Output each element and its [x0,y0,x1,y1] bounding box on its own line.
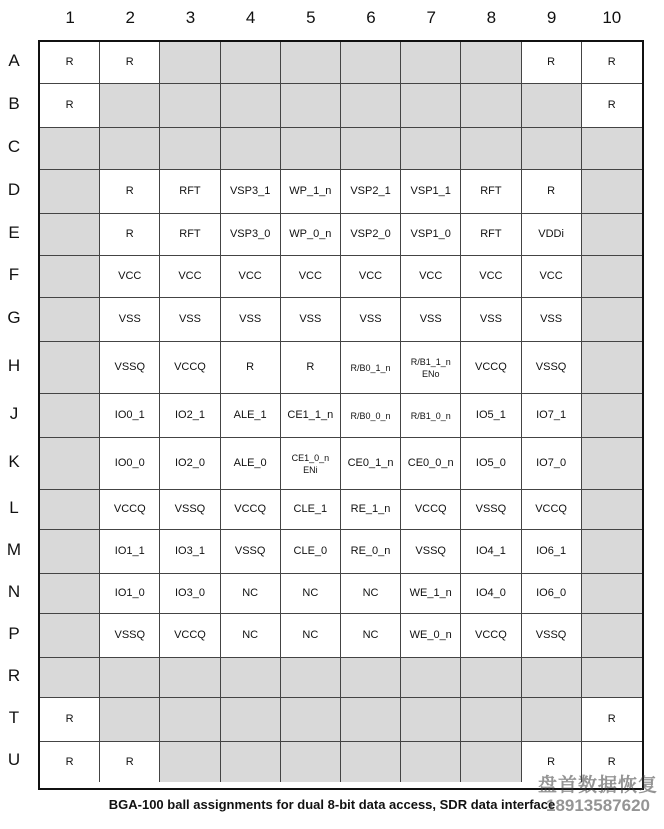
empty-ball-cell [341,84,401,128]
empty-ball-cell [221,742,281,782]
empty-ball-cell [582,394,642,438]
ball-cell: ALE_1 [221,394,281,438]
empty-ball-cell [40,614,100,658]
row-header: E [8,223,20,242]
ball-cell: R/B0_0_n [341,394,401,438]
empty-ball-cell [221,128,281,170]
watermark [538,776,658,816]
row-header: J [9,404,19,423]
empty-ball-cell [281,84,341,128]
watermark-text: 盘首数据恢复 [537,775,658,796]
ball-cell: IO4_0 [461,574,521,614]
ball-cell: R [40,698,100,742]
empty-ball-cell [341,42,401,84]
empty-ball-cell [160,698,220,742]
empty-ball-cell [160,42,220,84]
empty-ball-cell [522,658,582,698]
row-header: D [7,180,21,199]
row-header: A [8,51,20,70]
empty-ball-cell [40,214,100,256]
empty-ball-cell [40,170,100,214]
row-header: N [7,582,21,601]
ball-cell: NC [341,574,401,614]
ball-cell: VCCQ [522,490,582,530]
empty-ball-cell [281,742,341,782]
ball-cell: RFT [461,214,521,256]
ball-cell: WP_0_n [281,214,341,256]
ball-cell: VDDi [522,214,582,256]
row-header: L [9,498,19,517]
empty-ball-cell [401,42,461,84]
grid-row [40,658,642,698]
empty-ball-cell [341,742,401,782]
empty-ball-cell [100,658,160,698]
grid-row [40,438,642,490]
ball-cell: R [40,42,100,84]
empty-ball-cell [401,742,461,782]
ball-cell: CLE_0 [281,530,341,574]
empty-ball-cell [40,438,100,490]
ball-cell: IO6_0 [522,574,582,614]
grid-row [40,530,642,574]
empty-ball-cell [341,698,401,742]
grid-row [40,128,642,170]
row-header: M [6,540,22,559]
ball-cell: VCC [160,256,220,298]
ball-cell: CE1_0_n ENi [281,438,341,490]
ball-cell: IO2_1 [160,394,220,438]
ball-cell: VSSQ [100,614,160,658]
ball-cell: VCC [401,256,461,298]
row-header: P [8,624,20,643]
ball-cell: RFT [160,214,220,256]
empty-ball-cell [582,658,642,698]
ball-cell: IO4_1 [461,530,521,574]
empty-ball-cell [40,658,100,698]
empty-ball-cell [461,698,521,742]
ball-cell: VSS [461,298,521,342]
ball-cell: R [522,170,582,214]
ball-cell: IO1_0 [100,574,160,614]
column-header: 7 [426,8,436,27]
empty-ball-cell [582,614,642,658]
ball-cell: R [100,170,160,214]
empty-ball-cell [160,128,220,170]
empty-ball-cell [582,438,642,490]
ball-cell: IO7_0 [522,438,582,490]
ball-cell: VSSQ [160,490,220,530]
ball-cell: NC [341,614,401,658]
ball-cell: WE_0_n [401,614,461,658]
row-header: U [7,750,21,769]
ball-cell: R [100,214,160,256]
empty-ball-cell [40,298,100,342]
ball-cell: RFT [461,170,521,214]
row-header: T [8,708,20,727]
empty-ball-cell [221,42,281,84]
empty-ball-cell [582,128,642,170]
empty-ball-cell [160,84,220,128]
ball-cell: IO2_0 [160,438,220,490]
ball-cell: IO6_1 [522,530,582,574]
empty-ball-cell [221,84,281,128]
empty-ball-cell [582,256,642,298]
grid-row [40,698,642,742]
row-header: F [8,265,20,284]
ball-cell: IO0_1 [100,394,160,438]
empty-ball-cell [100,128,160,170]
empty-ball-cell [582,214,642,256]
grid-row [40,170,642,214]
empty-ball-cell [401,84,461,128]
ball-cell: VSP3_1 [221,170,281,214]
empty-ball-cell [582,530,642,574]
ball-cell: R [522,742,582,782]
ball-cell: VCCQ [100,490,160,530]
ball-cell: R [221,342,281,394]
ball-cell: VCC [221,256,281,298]
ball-cell: VSS [401,298,461,342]
ball-cell: CE1_1_n [281,394,341,438]
empty-ball-cell [40,256,100,298]
ball-cell: VSSQ [100,342,160,394]
row-header: C [7,137,21,156]
ball-cell: WE_1_n [401,574,461,614]
ball-cell: NC [221,614,281,658]
ball-cell: VSS [281,298,341,342]
ball-cell: NC [221,574,281,614]
grid-row [40,214,642,256]
column-header: 9 [546,8,557,27]
grid-row [40,256,642,298]
ball-cell: IO5_0 [461,438,521,490]
ball-cell: R [582,742,642,782]
ball-cell: CE0_0_n [401,438,461,490]
grid-row [40,574,642,614]
ball-cell: VCCQ [461,342,521,394]
ball-cell: R [281,342,341,394]
empty-ball-cell [582,298,642,342]
row-header: R [7,666,21,685]
ball-cell: R [40,84,100,128]
ball-cell: IO7_1 [522,394,582,438]
ball-cell: CE0_1_n [341,438,401,490]
ball-cell: VSS [221,298,281,342]
empty-ball-cell [160,658,220,698]
grid-row [40,490,642,530]
ball-cell: VSSQ [401,530,461,574]
row-header: G [7,308,21,327]
empty-ball-cell [40,530,100,574]
ball-cell: RE_1_n [341,490,401,530]
ball-cell: R [582,698,642,742]
ball-cell: VSSQ [461,490,521,530]
ball-cell: NC [281,614,341,658]
empty-ball-cell [461,742,521,782]
column-header: 2 [125,8,136,27]
ball-cell: VCCQ [461,614,521,658]
ball-cell: ALE_0 [221,438,281,490]
grid-row [40,394,642,438]
ball-cell: VSS [341,298,401,342]
empty-ball-cell [221,698,281,742]
grid-row [40,298,642,342]
column-header: 10 [602,8,622,27]
figure-caption: BGA-100 ball assignments for dual 8-bit data access, SDR data interface [108,797,556,812]
ball-cell: VSS [100,298,160,342]
empty-ball-cell [221,658,281,698]
empty-ball-cell [461,84,521,128]
grid-row [40,342,642,394]
ball-cell: VCC [281,256,341,298]
column-header: 6 [366,8,376,27]
ball-cell: VCC [461,256,521,298]
column-headers [40,0,642,36]
ball-cell: VSP2_1 [341,170,401,214]
empty-ball-cell [461,658,521,698]
empty-ball-cell [40,342,100,394]
empty-ball-cell [160,742,220,782]
watermark-phone: 18913587620 [545,796,650,815]
empty-ball-cell [522,698,582,742]
ball-cell: VCC [522,256,582,298]
ball-cell: VCCQ [160,342,220,394]
empty-ball-cell [40,490,100,530]
ball-cell: R [100,42,160,84]
ball-cell: VSSQ [522,614,582,658]
ball-cell: VSP2_0 [341,214,401,256]
empty-ball-cell [281,658,341,698]
ball-cell: R/B0_1_n [341,342,401,394]
ball-cell: IO3_1 [160,530,220,574]
ball-cell: R [522,42,582,84]
ball-cell: VSSQ [221,530,281,574]
grid-row [40,84,642,128]
column-header: 4 [245,8,256,27]
ball-cell: VSS [160,298,220,342]
ball-cell: VSSQ [522,342,582,394]
empty-ball-cell [40,574,100,614]
ball-cell: IO5_1 [461,394,521,438]
column-header: 5 [306,8,316,27]
empty-ball-cell [100,84,160,128]
ball-cell: RFT [160,170,220,214]
empty-ball-cell [281,42,341,84]
empty-ball-cell [281,698,341,742]
empty-ball-cell [582,490,642,530]
empty-ball-cell [40,394,100,438]
ball-cell: VCCQ [401,490,461,530]
empty-ball-cell [522,128,582,170]
empty-ball-cell [341,128,401,170]
ball-cell: VSS [522,298,582,342]
empty-ball-cell [582,342,642,394]
empty-ball-cell [401,658,461,698]
ball-cell: R [100,742,160,782]
empty-ball-cell [100,698,160,742]
empty-ball-cell [461,128,521,170]
grid-row [40,614,642,658]
empty-ball-cell [582,170,642,214]
empty-ball-cell [401,128,461,170]
column-header: 8 [486,8,497,27]
ball-cell: VSP3_0 [221,214,281,256]
ball-cell: VSP1_0 [401,214,461,256]
ball-cell: R/B1_0_n [401,394,461,438]
row-header: B [8,94,20,113]
row-header: H [7,356,21,375]
ball-cell: RE_0_n [341,530,401,574]
ball-cell: IO1_1 [100,530,160,574]
ball-cell: R/B1_1_n ENo [401,342,461,394]
ball-cell: VCCQ [160,614,220,658]
ball-grid [38,40,644,790]
ball-cell: NC [281,574,341,614]
row-header: K [8,452,20,471]
column-header: 1 [65,8,75,27]
ball-cell: IO0_0 [100,438,160,490]
ball-cell: VCC [100,256,160,298]
ball-cell: VCCQ [221,490,281,530]
empty-ball-cell [461,42,521,84]
ball-cell: VSP1_1 [401,170,461,214]
ball-cell: WP_1_n [281,170,341,214]
empty-ball-cell [40,128,100,170]
ball-cell: R [40,742,100,782]
ball-cell: VCC [341,256,401,298]
ball-cell: R [582,42,642,84]
empty-ball-cell [281,128,341,170]
grid-row [40,42,642,84]
ball-cell: R [582,84,642,128]
empty-ball-cell [522,84,582,128]
empty-ball-cell [401,698,461,742]
ball-cell: IO3_0 [160,574,220,614]
column-header: 3 [185,8,196,27]
empty-ball-cell [582,574,642,614]
empty-ball-cell [341,658,401,698]
ball-cell: CLE_1 [281,490,341,530]
row-headers [0,40,40,780]
